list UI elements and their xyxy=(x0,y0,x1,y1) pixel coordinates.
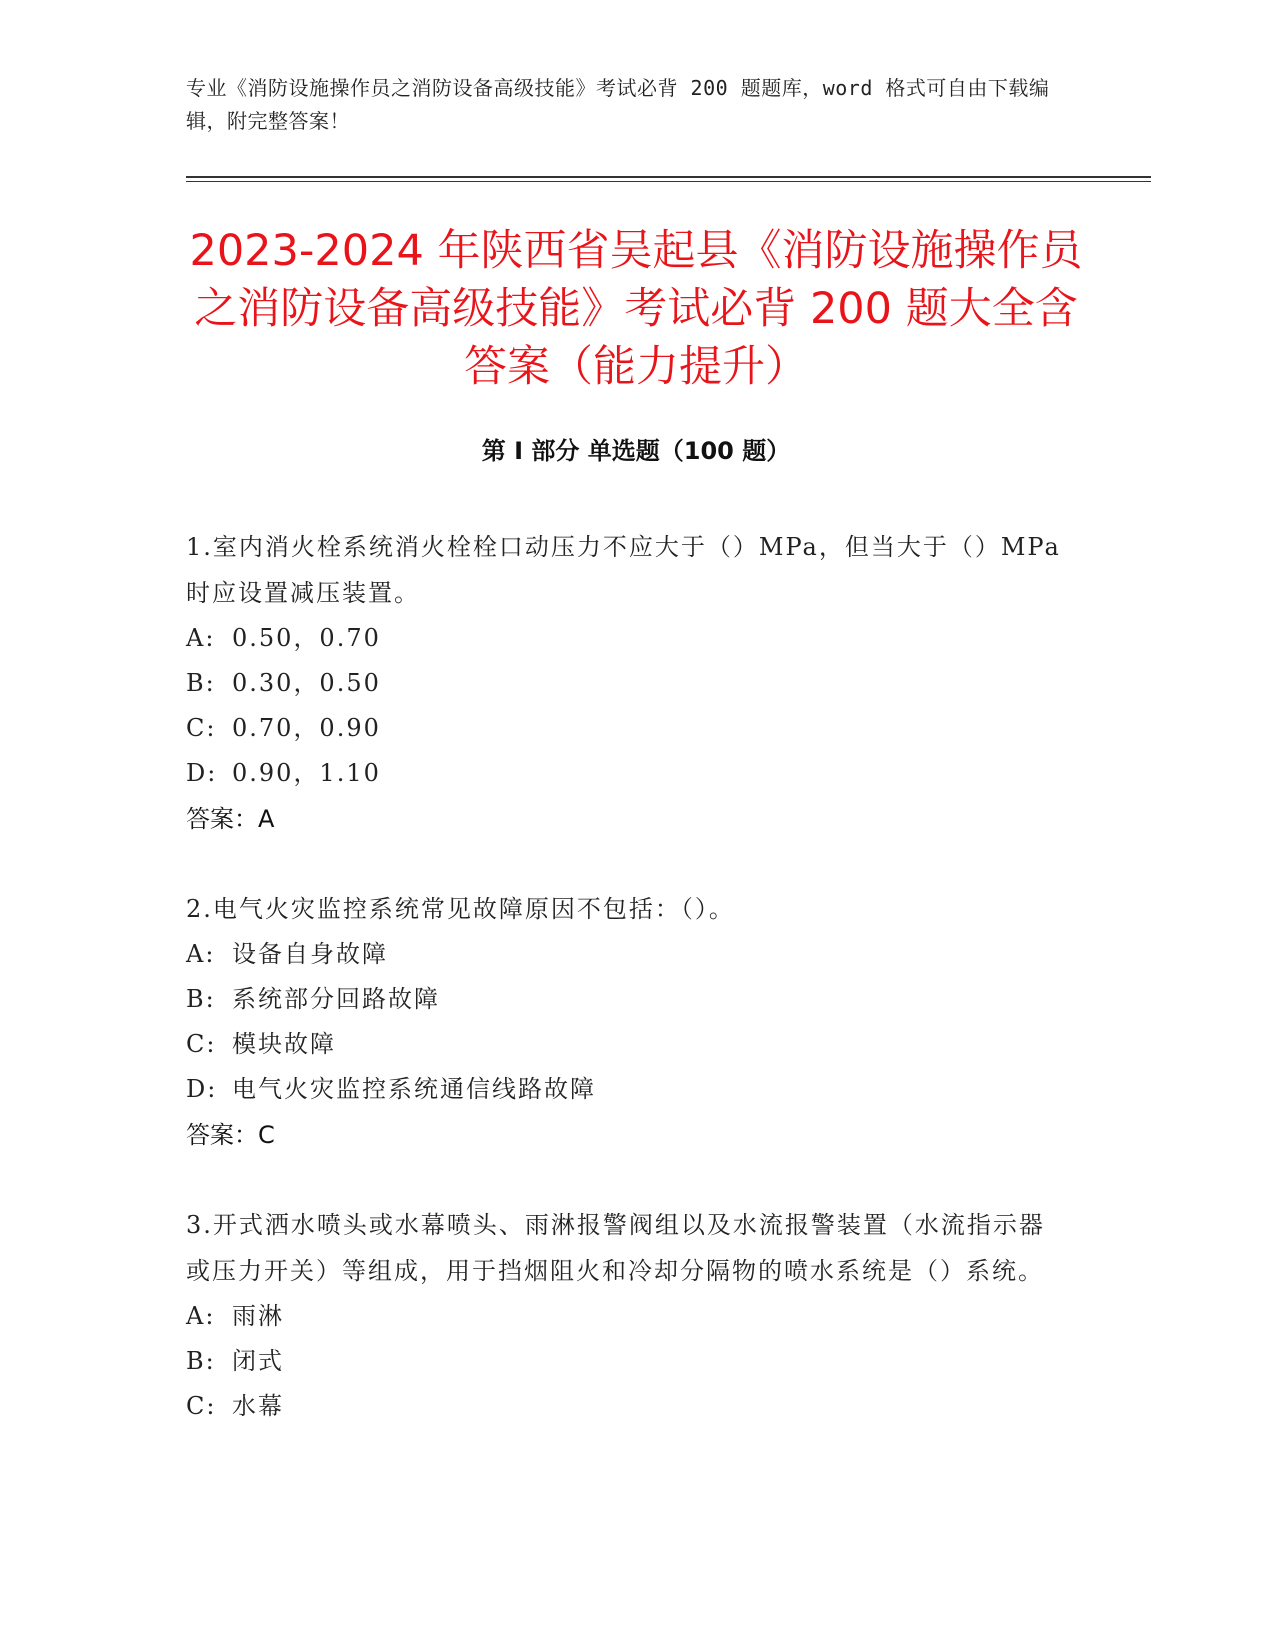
header-divider-thick xyxy=(186,176,1151,178)
option-text: 雨淋 xyxy=(232,1302,284,1330)
option-text: 闭式 xyxy=(232,1347,284,1375)
option-letter: D: xyxy=(186,1075,218,1103)
option-letter: C: xyxy=(186,714,217,742)
option-a xyxy=(186,932,1066,977)
question-1 xyxy=(186,524,1066,842)
option-letter: B: xyxy=(186,985,216,1013)
option-letter: B: xyxy=(186,1347,216,1375)
question-stem: 1.室内消火栓系统消火栓栓口动压力不应大于（）MPa，但当大于（）MPa 时应设置减压装置。 xyxy=(186,533,1061,607)
option-letter: B: xyxy=(186,669,216,697)
option-text: 电气火灾监控系统通信线路故障 xyxy=(232,1075,596,1103)
question-2 xyxy=(186,886,1066,1158)
option-letter: A: xyxy=(186,624,216,652)
option-letter: A: xyxy=(186,940,216,968)
option-a xyxy=(186,616,1066,661)
option-letter: D: xyxy=(186,759,218,787)
option-d xyxy=(186,751,1066,796)
option-letter: C: xyxy=(186,1392,217,1420)
document-title: 2023-2024 年陕西省吴起县《消防设施操作员之消防设备高级技能》考试必背 200 题大全含答案（能力提升） xyxy=(189,226,1083,392)
section-title: 第 I 部分 单选题（100 题） xyxy=(481,437,791,465)
answer: 答案：C xyxy=(186,1121,275,1149)
option-d xyxy=(186,1067,1066,1112)
option-b xyxy=(186,1339,1066,1384)
option-b xyxy=(186,977,1066,1022)
option-text: 0.90，1.10 xyxy=(232,759,381,787)
option-text: 水幕 xyxy=(232,1392,284,1420)
option-text: 0.70，0.90 xyxy=(232,714,381,742)
option-a xyxy=(186,1294,1066,1339)
option-letter: A: xyxy=(186,1302,216,1330)
option-text: 0.50，0.70 xyxy=(232,624,381,652)
option-c xyxy=(186,1384,1066,1429)
option-c xyxy=(186,706,1066,751)
option-c xyxy=(186,1022,1066,1067)
option-text: 模块故障 xyxy=(232,1030,336,1058)
option-text: 设备自身故障 xyxy=(232,940,388,968)
header-divider-thin xyxy=(186,181,1151,182)
question-list xyxy=(186,524,1066,1473)
option-letter: C: xyxy=(186,1030,217,1058)
answer: 答案：A xyxy=(186,805,275,833)
question-stem: 2.电气火灾监控系统常见故障原因不包括：（）。 xyxy=(186,895,735,923)
question-3 xyxy=(186,1202,1066,1429)
option-text: 系统部分回路故障 xyxy=(232,985,440,1013)
option-b xyxy=(186,661,1066,706)
option-text: 0.30，0.50 xyxy=(232,669,381,697)
question-stem: 3.开式洒水喷头或水幕喷头、雨淋报警阀组以及水流报警装置（水流指示器或压力开关）等组成，用于挡烟阻火和冷却分隔物的喷水系统是（）系统。 xyxy=(186,1211,1045,1285)
header-note: 专业《消防设施操作员之消防设备高级技能》考试必背 200 题题库，word 格式可自由下载编辑，附完整答案！ xyxy=(186,76,1050,133)
